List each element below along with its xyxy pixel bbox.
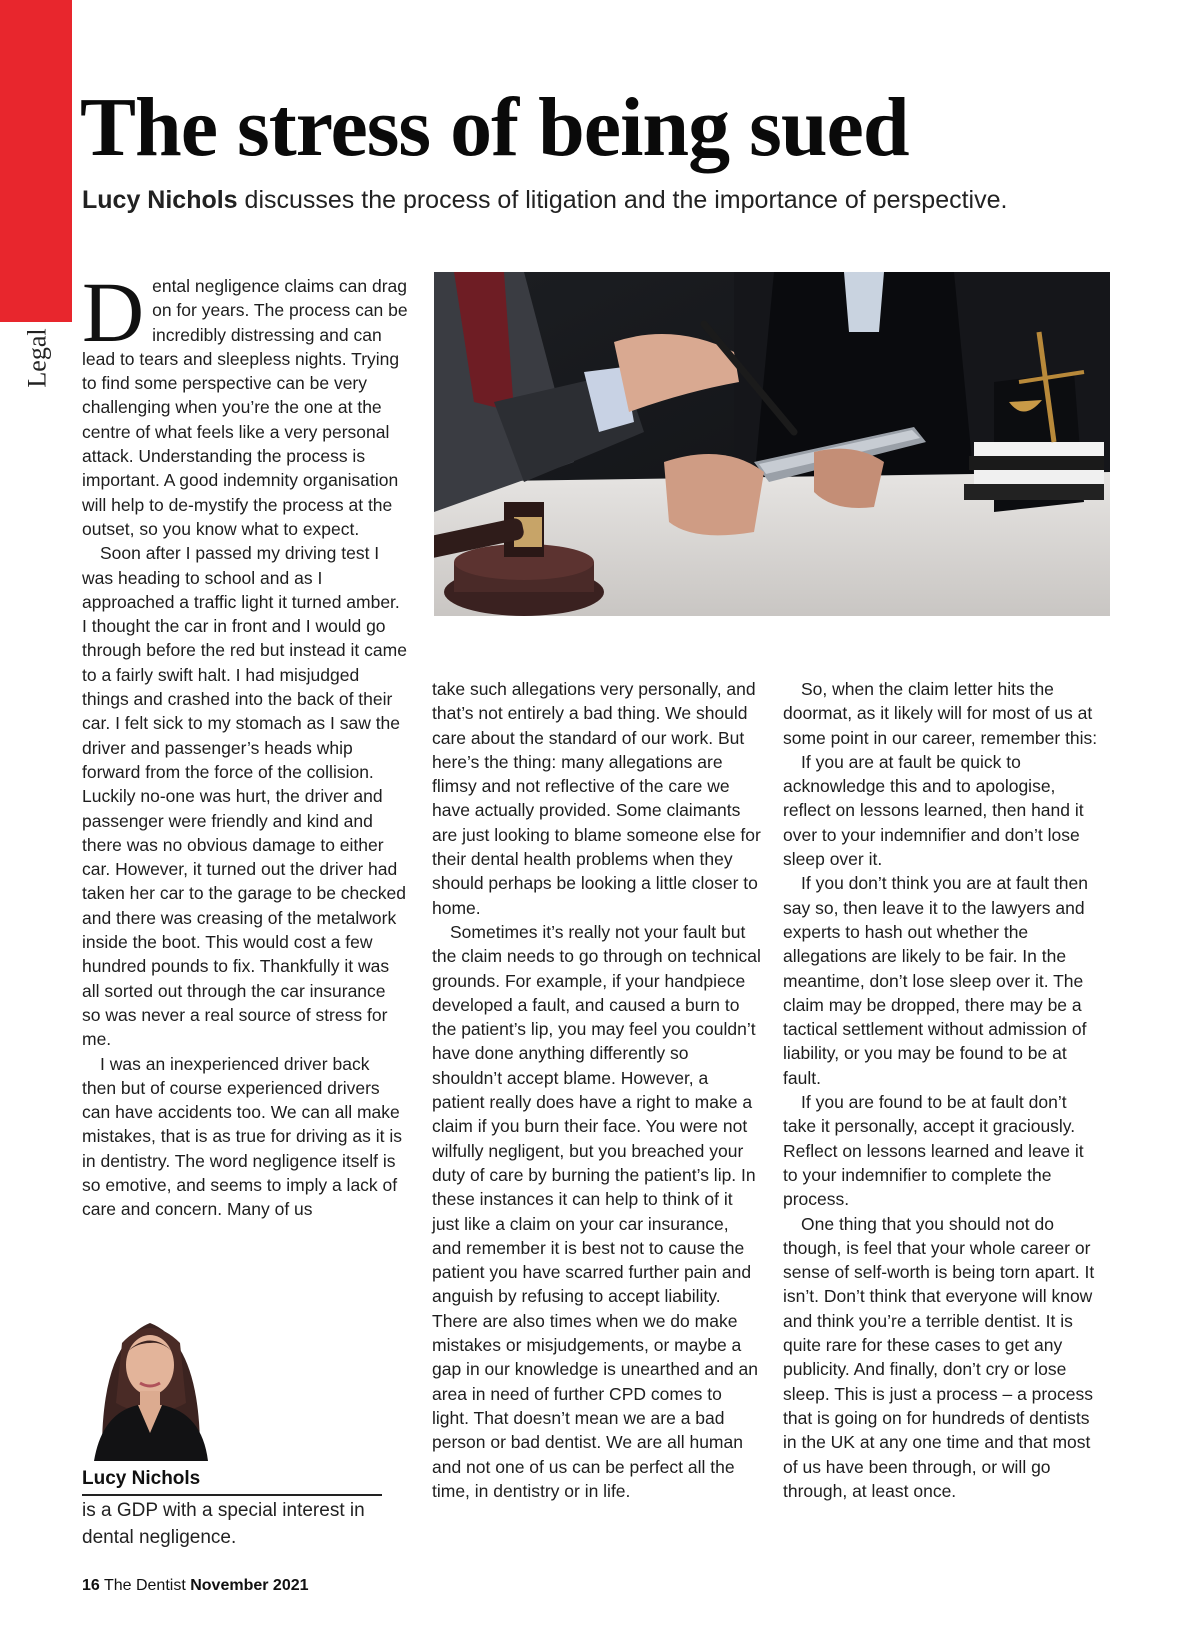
issue-date: November 2021 [190,1577,309,1594]
page-footer [82,1576,309,1596]
paragraph-9: If you are found to be at fault don’t take it personally, accept it graciously. Reflect on lessons learned and leave it to your indemnifier to complete the process. [783,1092,1084,1210]
standfirst [82,182,1182,218]
standfirst-text: discusses the process of litigation and the importance of perspective. [237,186,1008,214]
paragraph-6: So, when the claim letter hits the doormat, as it likely will for most of us at some point in our career, remember this: [783,679,1098,748]
bio-description: is a GDP with a special interest in dental negligence. [82,1500,365,1548]
paragraph-1 [82,264,408,541]
publication-name: The Dentist [103,1577,186,1594]
standfirst-author: Lucy Nichols [82,186,238,214]
page-number: 16 [82,1577,100,1594]
article-title: The stress of being sued [80,81,909,174]
paragraph-7: If you are at fault be quick to acknowledge this and to apologise, reflect on lessons learned, then hand it over to your indemnifier and don’t lose sleep over it. [783,751,1084,870]
paragraph-3: I was an inexperienced driver back then but of course experienced drivers can have accidents too. We can all make mistakes, that is as true for driving as it is in dentistry. The word negligence itself is so emotive, and seems to imply a lack of care and concern. Many of us [82,1053,402,1220]
paragraph-5: Sometimes it’s really not your fault but the claim needs to go through on technical grounds. For example, if your handpiece developed a fault, and caused a burn to the patient’s lip, you may feel you couldn’t have done anything differently so shouldn’t accept blame. However, a patient really does have a right to make a claim if you burn their face. You were not wilfully negligent, but you breached your duty of care by burning the patient’s lip. In these instances it can help to think of it just like a claim on your car insurance, and remember it is best not to cause the patient you have scarred further pain and anguish by refusing to accept liability. There are also times when we do make mistakes or misjudgements, or maybe a gap in our knowledge is unearthed and an area in need of further CPD comes to light. That doesn’t mean we are a bad person or bad dentist. We are all human and not one of us can be perfect all the time, in dentistry or in life. [432,921,761,1501]
paragraph-8: If you don’t think you are at fault then say so, then leave it to the lawyers and experts to hash out whether the allegations are likely to be fair. In the meantime, don’t lose sleep over it. The claim may be dropped, there may be a tactical settlement without admission of liability, or you may be found to be at fault. [783,873,1088,1088]
paragraph-2: Soon after I passed my driving test I was heading to school and as I approached a traffic light it turned amber. I thought the car in front and I would go through before the red but instead it came to a fairly swift halt. I had misjudged things and crashed into the back of their car. I felt sick to my stomach as I saw the driver and passenger’s heads whip forward from the force of the collision. Luckily no-one was hurt, the driver and passenger were friendly and kind and there was no obvious damage to either car. However, it turned out the driver had taken her car to the garage to be checked and there was creasing of the metalwork inside the boot. This would cost a few hundred pounds to fix. Thankfully it was all sorted out through the car insurance so was never a real source of stress for me. [82,543,407,1050]
article-column-2 [432,677,762,1503]
bio-divider [82,1494,382,1496]
drop-cap: D [82,264,145,360]
bio-author-name: Lucy Nichols [82,1468,201,1489]
paragraph-10: One thing that you should not do though, is feel that your whole career or sense of self-worth is being torn apart. It isn’t. Don’t think that everyone will know and think you’re a terrible dentist. It is quite rare for these cases to get any publicity. And finally, don’t cry or lose sleep. This is just a process – a process that is going on for hundreds of dentists in the UK at any one time and that most of us have been through, or will go through, at least once. [783,1213,1095,1501]
lawyers-signing-tablet-photo [434,272,1110,616]
section-accent-bar [0,0,72,322]
section-label-text: Legal [23,328,52,388]
section-label [14,316,62,400]
hero-photo [434,272,1110,616]
article-column-3 [783,677,1103,1503]
author-photo [82,1283,218,1461]
author-portrait-photo [82,1283,218,1461]
paragraph-4: take such allegations very personally, and that’s not entirely a bad thing. We should care about the standard of our work. But here’s the thing: many allegations are flimsy and not reflective of the care we have actually provided. Some claimants are just looking to blame someone else for their dental health problems when they should perhaps be looking a little closer to home. [432,679,761,918]
paragraph-1-text: ental negligence claims can drag on for years. The process can be incredibly distressing and can lead to tears and sleepless nights. Trying to find some perspective can be very challenging when you’re the one at the centre of what feels like a very personal attack. Understanding the process is important. A good indemnity organisation will help to de-mystify the process at the outset, so you know what to expect. [82,276,408,539]
article-column-1 [82,264,408,1222]
